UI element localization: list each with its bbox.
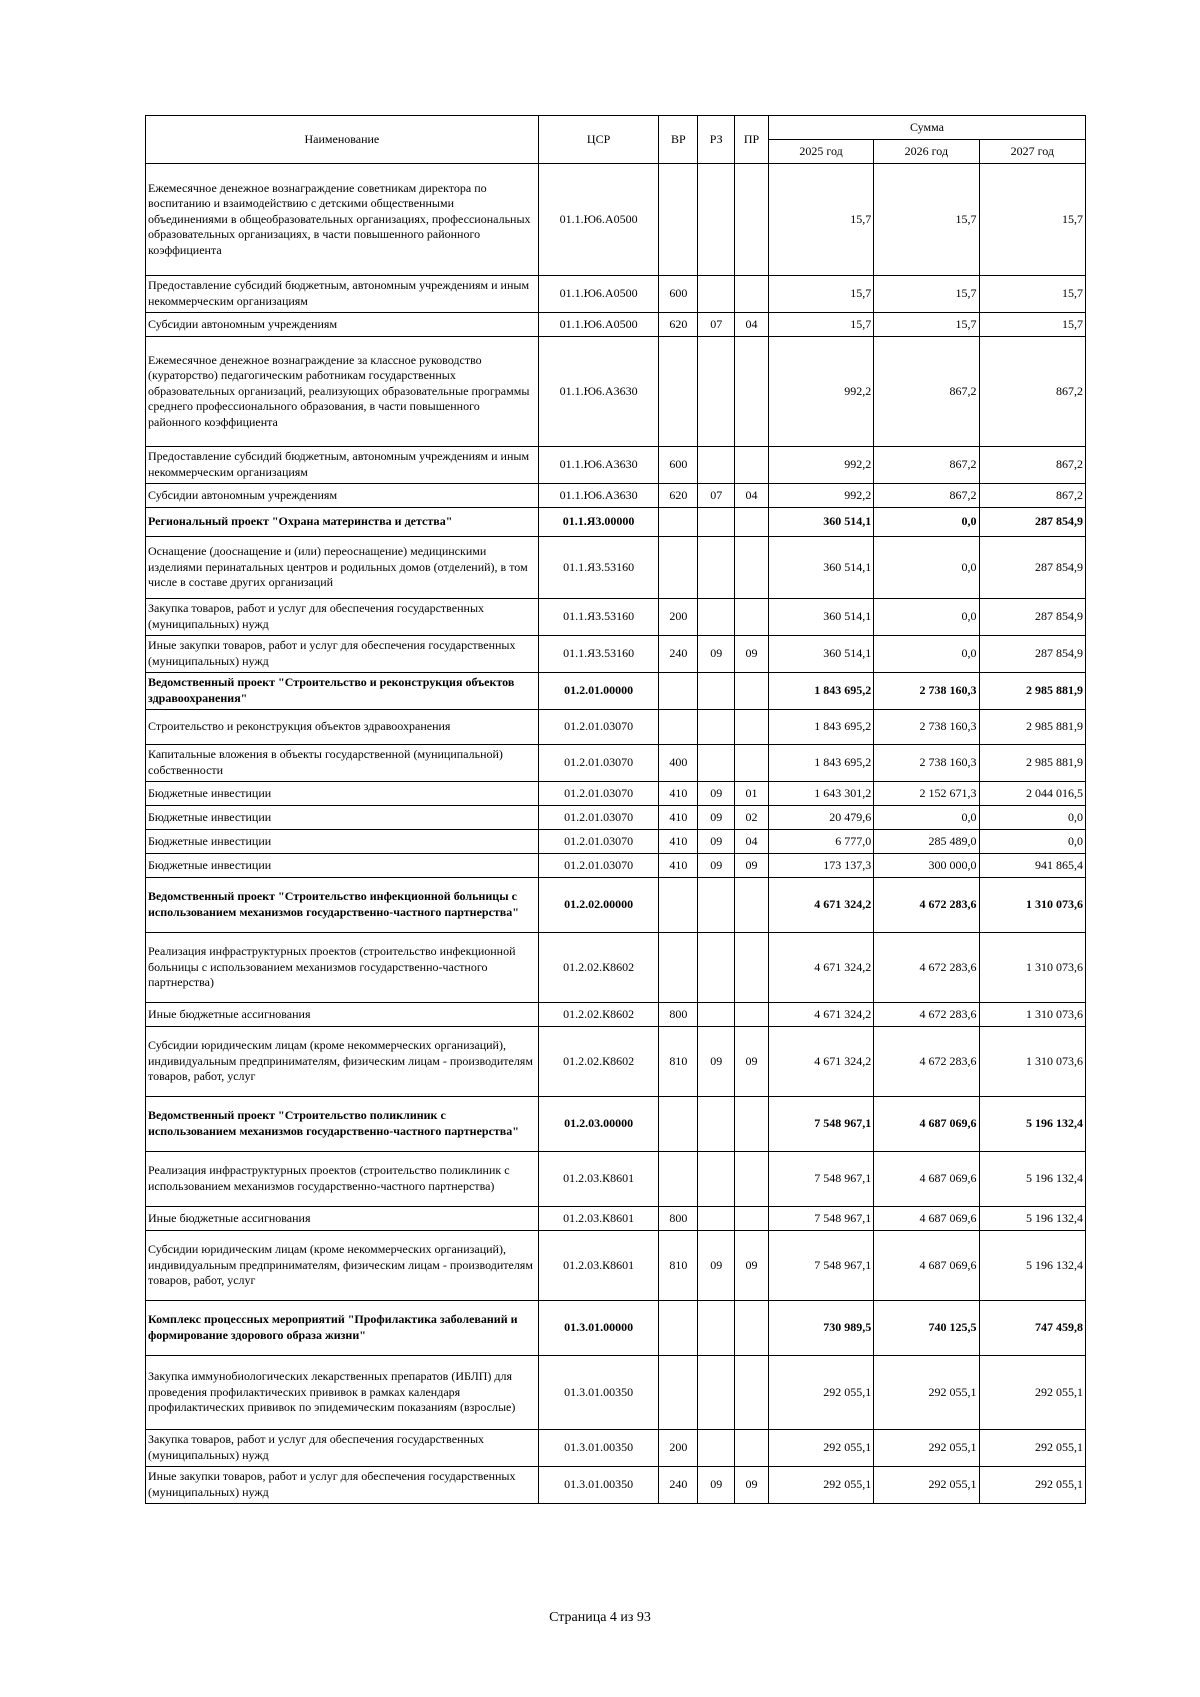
cell-csr: 01.3.01.00350 [538,1467,659,1504]
cell-2025: 7 548 967,1 [768,1152,873,1207]
cell-vr: 200 [659,599,698,636]
cell-rz [698,508,735,537]
cell-2026: 4 687 069,6 [874,1231,979,1301]
table-row [146,1152,1086,1207]
table-row [146,878,1086,933]
cell-vr [659,710,698,745]
cell-2025: 4 671 324,2 [768,878,873,933]
cell-2027: 15,7 [979,164,1085,276]
cell-csr: 01.1.Ю6.А3630 [538,337,659,447]
header-sum: Сумма [768,116,1085,140]
cell-2027: 292 055,1 [979,1356,1085,1430]
cell-pr: 01 [735,782,769,806]
cell-vr: 410 [659,854,698,878]
cell-rz [698,933,735,1003]
cell-2027: 2 044 016,5 [979,782,1085,806]
table-row [146,745,1086,782]
cell-2027: 287 854,9 [979,508,1085,537]
cell-pr [735,1207,769,1231]
cell-pr [735,1356,769,1430]
cell-csr: 01.2.02.К8602 [538,933,659,1003]
cell-2025: 292 055,1 [768,1430,873,1467]
cell-pr: 09 [735,1027,769,1097]
cell-vr: 410 [659,782,698,806]
cell-csr: 01.1.Я3.53160 [538,636,659,673]
cell-csr: 01.2.01.03070 [538,806,659,830]
cell-rz [698,1097,735,1152]
cell-pr [735,337,769,447]
header-year-2027: 2027 год [979,140,1085,164]
cell-2026: 4 672 283,6 [874,878,979,933]
cell-pr: 09 [735,1467,769,1504]
cell-2027: 867,2 [979,337,1085,447]
cell-pr: 04 [735,313,769,337]
cell-name: Ведомственный проект "Строительство и реконструкция объектов здравоохранения" [146,673,539,710]
cell-vr: 240 [659,1467,698,1504]
cell-pr [735,745,769,782]
table-row [146,1430,1086,1467]
cell-csr: 01.1.Я3.53160 [538,537,659,599]
cell-csr: 01.3.01.00350 [538,1356,659,1430]
cell-2027: 5 196 132,4 [979,1097,1085,1152]
cell-2027: 2 985 881,9 [979,745,1085,782]
cell-pr [735,447,769,484]
cell-2025: 1 843 695,2 [768,673,873,710]
cell-pr [735,164,769,276]
cell-name: Бюджетные инвестиции [146,854,539,878]
cell-rz [698,710,735,745]
cell-pr [735,508,769,537]
cell-2025: 360 514,1 [768,537,873,599]
cell-pr: 09 [735,1231,769,1301]
cell-2025: 1 843 695,2 [768,710,873,745]
cell-name: Ежемесячное денежное вознаграждение советникам директора по воспитанию и взаимодействию с детскими общественными объединениями в общеобразовательных организациях, профессиональных образовательных организациях, в части повышенного районного коэффициента [146,164,539,276]
cell-rz [698,276,735,313]
header-year-2025: 2025 год [768,140,873,164]
cell-2025: 1 843 695,2 [768,745,873,782]
cell-vr [659,673,698,710]
cell-pr [735,276,769,313]
table-header [146,116,1086,164]
cell-2027: 867,2 [979,484,1085,508]
cell-2026: 0,0 [874,537,979,599]
cell-rz: 09 [698,782,735,806]
cell-csr: 01.2.01.03070 [538,830,659,854]
cell-name: Субсидии юридическим лицам (кроме некоммерческих организаций), индивидуальным предпринимателям, физическим лицам - производителям товаров, работ, услуг [146,1027,539,1097]
cell-rz [698,673,735,710]
cell-2025: 292 055,1 [768,1467,873,1504]
header-rz: РЗ [698,116,735,164]
cell-csr: 01.1.Ю6.А0500 [538,164,659,276]
cell-vr: 200 [659,1430,698,1467]
table-row [146,1356,1086,1430]
cell-2025: 173 137,3 [768,854,873,878]
cell-2027: 1 310 073,6 [979,933,1085,1003]
cell-2025: 992,2 [768,484,873,508]
table-row [146,599,1086,636]
table-row [146,447,1086,484]
cell-2027: 5 196 132,4 [979,1231,1085,1301]
page-number: Страница 4 из 93 [549,1610,651,1625]
cell-2027: 1 310 073,6 [979,878,1085,933]
cell-pr [735,1301,769,1356]
cell-csr: 01.2.01.00000 [538,673,659,710]
cell-rz [698,878,735,933]
cell-rz: 09 [698,1027,735,1097]
cell-2026: 0,0 [874,806,979,830]
cell-2025: 20 479,6 [768,806,873,830]
cell-rz: 09 [698,1231,735,1301]
cell-pr [735,1152,769,1207]
cell-pr [735,878,769,933]
header-csr: ЦСР [538,116,659,164]
cell-2025: 292 055,1 [768,1356,873,1430]
cell-rz [698,337,735,447]
cell-2026: 867,2 [874,484,979,508]
cell-2027: 1 310 073,6 [979,1003,1085,1027]
cell-name: Реализация инфраструктурных проектов (строительство инфекционной больницы с использованием механизмов государственно-частного партнерства) [146,933,539,1003]
cell-name: Комплекс процессных мероприятий "Профилактика заболеваний и формирование здорового образа жизни" [146,1301,539,1356]
cell-2027: 287 854,9 [979,537,1085,599]
cell-2026: 292 055,1 [874,1356,979,1430]
cell-2025: 992,2 [768,337,873,447]
cell-2026: 15,7 [874,276,979,313]
cell-vr: 810 [659,1231,698,1301]
header-name: Наименование [146,116,539,164]
cell-2027: 867,2 [979,447,1085,484]
cell-rz [698,537,735,599]
cell-name: Иные бюджетные ассигнования [146,1207,539,1231]
cell-name: Закупка товаров, работ и услуг для обеспечения государственных (муниципальных) нужд [146,599,539,636]
cell-csr: 01.2.03.К8601 [538,1231,659,1301]
cell-2025: 992,2 [768,447,873,484]
cell-2026: 300 000,0 [874,854,979,878]
cell-2025: 4 671 324,2 [768,933,873,1003]
cell-name: Предоставление субсидий бюджетным, автономным учреждениям и иным некоммерческим организациям [146,276,539,313]
cell-csr: 01.2.01.03070 [538,854,659,878]
cell-csr: 01.2.03.К8601 [538,1207,659,1231]
cell-2025: 4 671 324,2 [768,1027,873,1097]
cell-2026: 4 672 283,6 [874,1003,979,1027]
cell-2025: 4 671 324,2 [768,1003,873,1027]
cell-name: Иные закупки товаров, работ и услуг для обеспечения государственных (муниципальных) нужд [146,1467,539,1504]
cell-vr [659,164,698,276]
cell-rz [698,599,735,636]
cell-2027: 0,0 [979,830,1085,854]
cell-vr [659,1152,698,1207]
cell-2026: 15,7 [874,313,979,337]
cell-pr [735,710,769,745]
table-row [146,806,1086,830]
cell-vr [659,878,698,933]
cell-2026: 4 687 069,6 [874,1152,979,1207]
cell-2025: 7 548 967,1 [768,1097,873,1152]
cell-2025: 15,7 [768,276,873,313]
cell-2027: 747 459,8 [979,1301,1085,1356]
cell-name: Строительство и реконструкция объектов здравоохранения [146,710,539,745]
cell-2027: 1 310 073,6 [979,1027,1085,1097]
cell-2026: 0,0 [874,599,979,636]
cell-2027: 5 196 132,4 [979,1152,1085,1207]
cell-2027: 2 985 881,9 [979,710,1085,745]
table-row [146,933,1086,1003]
cell-vr [659,1097,698,1152]
cell-2027: 287 854,9 [979,636,1085,673]
header-row-1 [146,116,1086,140]
cell-2025: 15,7 [768,313,873,337]
cell-csr: 01.2.01.03070 [538,745,659,782]
cell-2027: 292 055,1 [979,1430,1085,1467]
cell-rz [698,447,735,484]
cell-name: Иные закупки товаров, работ и услуг для обеспечения государственных (муниципальных) нужд [146,636,539,673]
cell-2027: 292 055,1 [979,1467,1085,1504]
cell-2027: 15,7 [979,276,1085,313]
cell-2025: 730 989,5 [768,1301,873,1356]
cell-rz: 07 [698,484,735,508]
cell-rz [698,1152,735,1207]
table-row [146,1207,1086,1231]
cell-csr: 01.2.03.К8601 [538,1152,659,1207]
cell-2026: 2 738 160,3 [874,745,979,782]
cell-rz: 09 [698,636,735,673]
cell-rz [698,1207,735,1231]
cell-pr [735,537,769,599]
cell-2026: 0,0 [874,636,979,673]
cell-pr: 09 [735,854,769,878]
cell-rz [698,745,735,782]
cell-vr [659,508,698,537]
cell-rz: 09 [698,830,735,854]
cell-2027: 5 196 132,4 [979,1207,1085,1231]
header-pr: ПР [735,116,769,164]
table-row [146,710,1086,745]
cell-pr: 09 [735,636,769,673]
table-row [146,276,1086,313]
cell-name: Ведомственный проект "Строительство инфекционной больницы с использованием механизмов государственно-частного партнерства" [146,878,539,933]
cell-pr [735,1430,769,1467]
cell-vr [659,1356,698,1430]
cell-vr: 800 [659,1003,698,1027]
cell-vr: 410 [659,830,698,854]
cell-2026: 15,7 [874,164,979,276]
table-row [146,1231,1086,1301]
cell-csr: 01.1.Ю6.А3630 [538,484,659,508]
cell-rz: 09 [698,806,735,830]
cell-2025: 360 514,1 [768,508,873,537]
cell-2025: 15,7 [768,164,873,276]
cell-csr: 01.2.01.03070 [538,710,659,745]
cell-2025: 7 548 967,1 [768,1231,873,1301]
table-row [146,1467,1086,1504]
cell-2025: 1 643 301,2 [768,782,873,806]
cell-2026: 4 672 283,6 [874,933,979,1003]
cell-2025: 7 548 967,1 [768,1207,873,1231]
cell-2026: 285 489,0 [874,830,979,854]
cell-2027: 287 854,9 [979,599,1085,636]
cell-rz [698,1356,735,1430]
cell-csr: 01.3.01.00000 [538,1301,659,1356]
cell-rz [698,1430,735,1467]
cell-vr: 600 [659,447,698,484]
cell-2026: 292 055,1 [874,1430,979,1467]
cell-2025: 360 514,1 [768,636,873,673]
cell-rz: 07 [698,313,735,337]
table-row [146,508,1086,537]
cell-csr: 01.1.Ю6.А0500 [538,276,659,313]
table-row [146,1027,1086,1097]
cell-csr: 01.2.01.03070 [538,782,659,806]
cell-pr [735,673,769,710]
cell-vr: 400 [659,745,698,782]
cell-2026: 2 738 160,3 [874,673,979,710]
cell-pr [735,933,769,1003]
cell-rz: 09 [698,854,735,878]
cell-name: Ведомственный проект "Строительство поликлиник с использованием механизмов государственно-частного партнерства" [146,1097,539,1152]
table-row [146,484,1086,508]
cell-vr [659,1301,698,1356]
cell-vr: 620 [659,484,698,508]
cell-vr: 800 [659,1207,698,1231]
cell-2027: 15,7 [979,313,1085,337]
table-row [146,636,1086,673]
table-row [146,854,1086,878]
cell-2026: 740 125,5 [874,1301,979,1356]
cell-name: Бюджетные инвестиции [146,830,539,854]
cell-name: Закупка иммунобиологических лекарственных препаратов (ИБЛП) для проведения профилактических прививок в рамках календаря профилактических прививок по эпидемическим показаниям (взрослые) [146,1356,539,1430]
cell-vr [659,933,698,1003]
cell-csr: 01.2.02.00000 [538,878,659,933]
cell-pr [735,599,769,636]
table-row [146,830,1086,854]
cell-2025: 360 514,1 [768,599,873,636]
cell-csr: 01.2.02.К8602 [538,1027,659,1097]
cell-vr [659,537,698,599]
table-row [146,337,1086,447]
cell-2027: 941 865,4 [979,854,1085,878]
cell-csr: 01.1.Я3.00000 [538,508,659,537]
cell-name: Закупка товаров, работ и услуг для обеспечения государственных (муниципальных) нужд [146,1430,539,1467]
cell-pr [735,1003,769,1027]
cell-2026: 4 672 283,6 [874,1027,979,1097]
cell-vr: 810 [659,1027,698,1097]
cell-2027: 0,0 [979,806,1085,830]
cell-rz: 09 [698,1467,735,1504]
cell-2027: 2 985 881,9 [979,673,1085,710]
cell-pr: 02 [735,806,769,830]
cell-csr: 01.1.Ю6.А0500 [538,313,659,337]
cell-csr: 01.1.Я3.53160 [538,599,659,636]
cell-name: Предоставление субсидий бюджетным, автономным учреждениям и иным некоммерческим организациям [146,447,539,484]
cell-2026: 2 152 671,3 [874,782,979,806]
cell-name: Субсидии юридическим лицам (кроме некоммерческих организаций), индивидуальным предпринимателям, физическим лицам - производителям товаров, работ, услуг [146,1231,539,1301]
budget-table [145,115,1086,1504]
cell-name: Ежемесячное денежное вознаграждение за классное руководство (кураторство) педагогическим работникам государственных образовательных организаций, реализующих образовательные программы среднего профессионального образования, в части повышенного районного коэффициента [146,337,539,447]
cell-name: Иные бюджетные ассигнования [146,1003,539,1027]
cell-2025: 6 777,0 [768,830,873,854]
table-row [146,313,1086,337]
cell-name: Бюджетные инвестиции [146,806,539,830]
cell-2026: 4 687 069,6 [874,1207,979,1231]
cell-csr: 01.2.02.К8602 [538,1003,659,1027]
table-row [146,673,1086,710]
cell-name: Реализация инфраструктурных проектов (строительство поликлиник с использованием механизмов государственно-частного партнерства) [146,1152,539,1207]
cell-name: Субсидии автономным учреждениям [146,313,539,337]
cell-pr: 04 [735,830,769,854]
cell-name: Субсидии автономным учреждениям [146,484,539,508]
header-year-2026: 2026 год [874,140,979,164]
cell-rz [698,164,735,276]
cell-rz [698,1301,735,1356]
cell-vr: 240 [659,636,698,673]
cell-csr: 01.3.01.00350 [538,1430,659,1467]
cell-csr: 01.1.Ю6.А3630 [538,447,659,484]
table-row [146,537,1086,599]
header-vr: ВР [659,116,698,164]
cell-pr [735,1097,769,1152]
cell-vr [659,337,698,447]
cell-vr: 620 [659,313,698,337]
cell-2026: 867,2 [874,447,979,484]
table-body [146,164,1086,1504]
table-row [146,1301,1086,1356]
cell-2026: 4 687 069,6 [874,1097,979,1152]
cell-2026: 292 055,1 [874,1467,979,1504]
cell-name: Бюджетные инвестиции [146,782,539,806]
cell-csr: 01.2.03.00000 [538,1097,659,1152]
cell-2026: 0,0 [874,508,979,537]
cell-rz [698,1003,735,1027]
table-row [146,782,1086,806]
cell-pr: 04 [735,484,769,508]
cell-2026: 2 738 160,3 [874,710,979,745]
cell-vr: 410 [659,806,698,830]
table-row [146,164,1086,276]
cell-name: Региональный проект "Охрана материнства и детства" [146,508,539,537]
table-row [146,1003,1086,1027]
cell-name: Капитальные вложения в объекты государственной (муниципальной) собственности [146,745,539,782]
cell-2026: 867,2 [874,337,979,447]
table-row [146,1097,1086,1152]
cell-name: Оснащение (дооснащение и (или) переоснащение) медицинскими изделиями перинатальных центров и родильных домов (отделений), в том числе в составе других организаций [146,537,539,599]
cell-vr: 600 [659,276,698,313]
